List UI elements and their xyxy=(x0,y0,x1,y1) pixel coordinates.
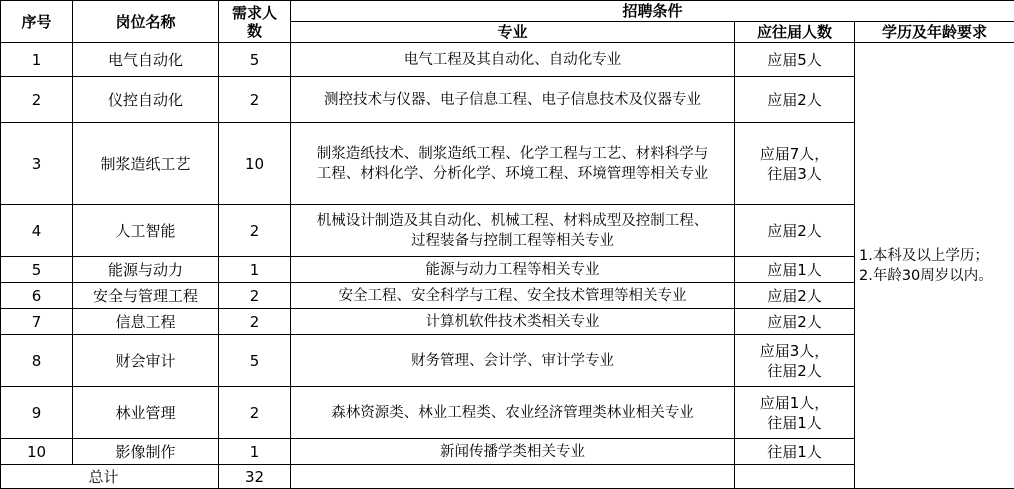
header-row-1 xyxy=(1,1,1014,22)
grad-cell: 往届1人 xyxy=(735,439,855,465)
count-cell: 2 xyxy=(219,283,291,309)
seq-cell: 9 xyxy=(1,387,73,439)
count-cell: 2 xyxy=(219,387,291,439)
position-cell: 电气自动化 xyxy=(73,43,219,77)
major-cell: 财务管理、会计学、审计学专业 xyxy=(291,335,735,387)
major-line: 过程装备与控制工程等相关专业 xyxy=(291,231,734,251)
grad-cell: 应届2人 xyxy=(735,77,855,123)
position-cell: 安全与管理工程 xyxy=(73,283,219,309)
header-demand-line1: 需求人 xyxy=(219,4,290,22)
position-cell: 信息工程 xyxy=(73,309,219,335)
grad-cell xyxy=(735,387,855,439)
count-cell: 2 xyxy=(219,77,291,123)
grad-cell: 应届2人 xyxy=(735,309,855,335)
grad-line: 应届7人， xyxy=(735,144,854,164)
count-cell: 1 xyxy=(219,439,291,465)
header-edu-age: 学历及年龄要求 xyxy=(855,22,1014,43)
grad-cell: 应届2人 xyxy=(735,283,855,309)
grad-cell: 应届1人 xyxy=(735,257,855,283)
requirement-line: 1.本科及以上学历； xyxy=(859,246,1014,266)
position-cell: 影像制作 xyxy=(73,439,219,465)
grad-line: 往届1人 xyxy=(735,413,854,433)
header-demand-line2: 数 xyxy=(219,22,290,40)
header-demand xyxy=(219,1,291,43)
grad-line: 应届1人， xyxy=(735,393,854,413)
header-major: 专业 xyxy=(291,22,735,43)
count-cell: 1 xyxy=(219,257,291,283)
position-cell: 仪控自动化 xyxy=(73,77,219,123)
major-cell: 电气工程及其自动化、自动化专业 xyxy=(291,43,735,77)
grad-line: 往届2人 xyxy=(735,361,854,381)
total-left-blank xyxy=(1,465,73,489)
grad-cell xyxy=(735,123,855,205)
major-line: 工程、材料化学、分析化学、环境工程、环境管理等相关专业 xyxy=(291,164,734,184)
count-cell: 2 xyxy=(219,309,291,335)
seq-cell: 4 xyxy=(1,205,73,257)
count-cell: 10 xyxy=(219,123,291,205)
major-cell: 新闻传播学类相关专业 xyxy=(291,439,735,465)
grad-cell: 应届5人 xyxy=(735,43,855,77)
seq-cell: 7 xyxy=(1,309,73,335)
grad-line: 应届3人， xyxy=(735,341,854,361)
seq-cell: 8 xyxy=(1,335,73,387)
major-line: 机械设计制造及其自动化、机械工程、材料成型及控制工程、 xyxy=(291,211,734,231)
major-cell: 计算机软件技术类相关专业 xyxy=(291,309,735,335)
grad-line: 往届3人 xyxy=(735,164,854,184)
position-cell: 财会审计 xyxy=(73,335,219,387)
total-count: 32 xyxy=(219,465,291,489)
major-cell: 测控技术与仪器、电子信息工程、电子信息技术及仪器专业 xyxy=(291,77,735,123)
major-cell: 能源与动力工程等相关专业 xyxy=(291,257,735,283)
total-label: 总计 xyxy=(73,465,219,489)
major-cell: 安全工程、安全科学与工程、安全技术管理等相关专业 xyxy=(291,283,735,309)
table-row xyxy=(1,43,1014,77)
seq-cell: 5 xyxy=(1,257,73,283)
seq-cell: 6 xyxy=(1,283,73,309)
position-cell: 人工智能 xyxy=(73,205,219,257)
major-cell xyxy=(291,123,735,205)
seq-cell: 1 xyxy=(1,43,73,77)
requirements-cell xyxy=(855,43,1014,489)
seq-cell: 10 xyxy=(1,439,73,465)
position-cell: 制浆造纸工艺 xyxy=(73,123,219,205)
seq-cell: 2 xyxy=(1,77,73,123)
grad-cell xyxy=(735,335,855,387)
major-cell xyxy=(291,205,735,257)
count-cell: 5 xyxy=(219,43,291,77)
position-cell: 能源与动力 xyxy=(73,257,219,283)
position-cell: 林业管理 xyxy=(73,387,219,439)
major-cell: 森林资源类、林业工程类、农业经济管理类林业相关专业 xyxy=(291,387,735,439)
requirement-line: 2.年龄30周岁以内。 xyxy=(859,266,1014,286)
header-conditions: 招聘条件 xyxy=(291,1,1014,22)
total-major-blank xyxy=(291,465,735,489)
count-cell: 5 xyxy=(219,335,291,387)
grad-cell: 应届2人 xyxy=(735,205,855,257)
count-cell: 2 xyxy=(219,205,291,257)
seq-cell: 3 xyxy=(1,123,73,205)
major-line: 制浆造纸技术、制浆造纸工程、化学工程与工艺、材料科学与 xyxy=(291,144,734,164)
header-seq: 序号 xyxy=(1,1,73,43)
total-grad-blank xyxy=(735,465,855,489)
header-position: 岗位名称 xyxy=(73,1,219,43)
header-grad-count: 应往届人数 xyxy=(735,22,855,43)
